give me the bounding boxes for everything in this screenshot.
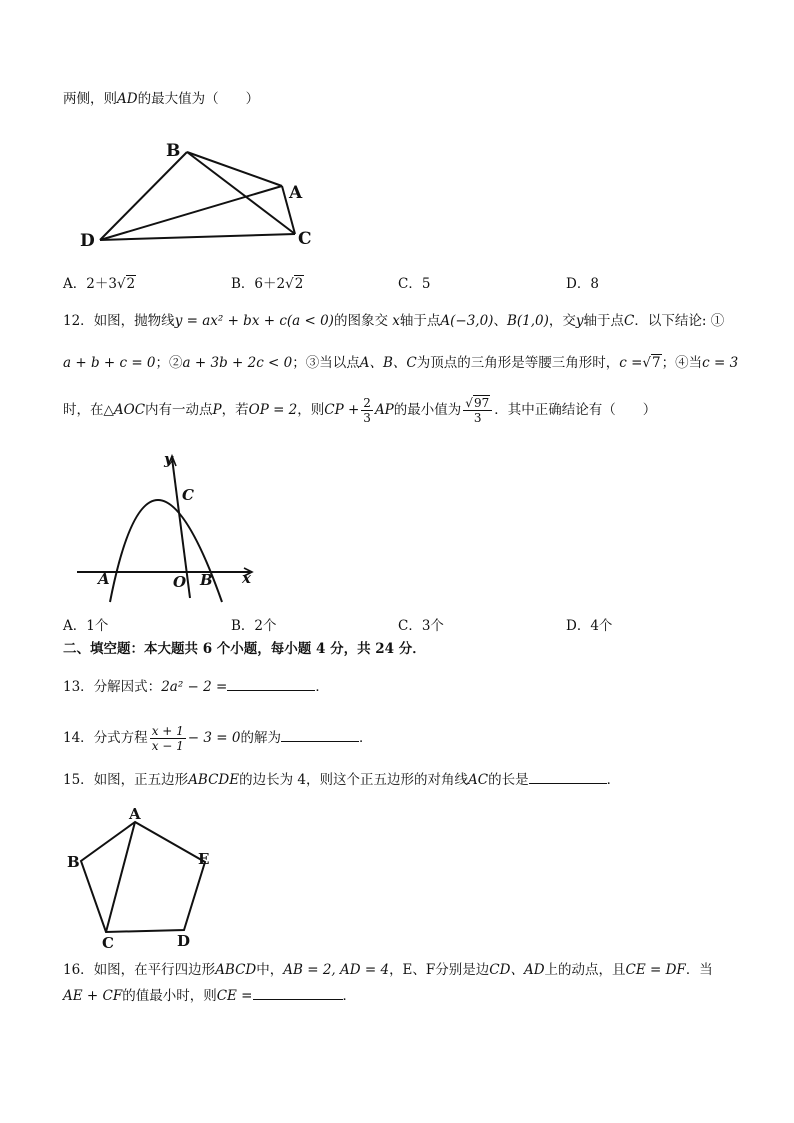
section-2-heading: 二、填空题：本大题共 6 个小题，每小题 4 分，共 24 分． [63,641,426,657]
q15-label-d: D [177,932,191,950]
q13: 13．分解因式：2a² − 2 = ． [63,676,329,697]
q12-fraction-2-3: $\frac{2}{3}$ [363,396,371,425]
q12-label-x: x [242,569,251,587]
q12-option-c: C．3个 [398,618,444,634]
q15-label-e: E [198,850,210,868]
q11-label-d: D [80,231,95,251]
q11-option-b: B．6＋2√2 [231,276,304,292]
q12-line-1: 12．如图，抛物线y = ax² + bx + c(a < 0)的图象交 x轴于点A(−3,0)、B(1,0)，交y轴于点C．以下结论: ① [63,313,725,329]
q12-label-b: B [200,571,213,589]
q16-answer-blank[interactable] [253,985,343,1000]
q12-option-a: A．1个 [63,618,109,634]
q12-label-c: C [182,486,194,504]
q12-parabola-figure [62,450,262,605]
q15-pentagon-figure [62,805,232,955]
q12-line-3: 时，在△AOC内有一动点P，若OP = 2，则CP + $\frac{2}{3}$ AP的最小值为 $\frac{√97}{3}$ ．其中正确结论有（ ） [63,396,657,425]
q12-option-b: B．2个 [231,618,277,634]
q13-answer-blank[interactable] [227,676,315,691]
q14-answer-blank[interactable] [281,727,359,742]
q15-label-c: C [102,934,114,952]
q12-label-o: O [173,573,187,591]
q11-option-c: C．5 [398,276,431,292]
q11-option-a: A．2＋3√2 [63,276,136,292]
q14: 14．分式方程 $\frac{x + 1}{x - 1}$ − 3 = 0的解为 ． [63,724,373,753]
q15-answer-blank[interactable] [529,769,607,784]
q12-label-a: A [98,570,110,588]
q11-option-d: D．8 [566,276,599,292]
q11-label-c: C [298,229,312,249]
q16-line-2: AE + CF的值最小时，则CE = ． [63,985,356,1006]
q16-line-1: 16．如图，在平行四边形ABCD中，AB = 2, AD = 4，E、F分别是边CD、AD上的动点，且CE = DF．当 [63,962,713,978]
q15: 15．如图，正五边形ABCDE的边长为 4，则这个正五边形的对角线AC的长是 ． [63,769,620,790]
q11-figure [62,120,332,255]
q11-label-a: A [289,183,303,203]
q11-label-b: B [166,141,181,161]
q15-label-a: A [129,805,141,823]
q11-stem-tail: 两侧，则AD的最大值为（ ） [63,91,260,107]
q12-line-2: a + b + c = 0；②a + 3b + 2c < 0；③当以点A、B、C为顶点的三角形是等腰三角形时，c =√7；④当c = 3 [63,355,739,371]
q12-option-d: D．4个 [566,618,613,634]
q12-label-y: y [164,450,173,468]
q12-fraction-root97: $\frac{√97}{3}$ [463,396,492,425]
q15-label-b: B [67,853,80,871]
